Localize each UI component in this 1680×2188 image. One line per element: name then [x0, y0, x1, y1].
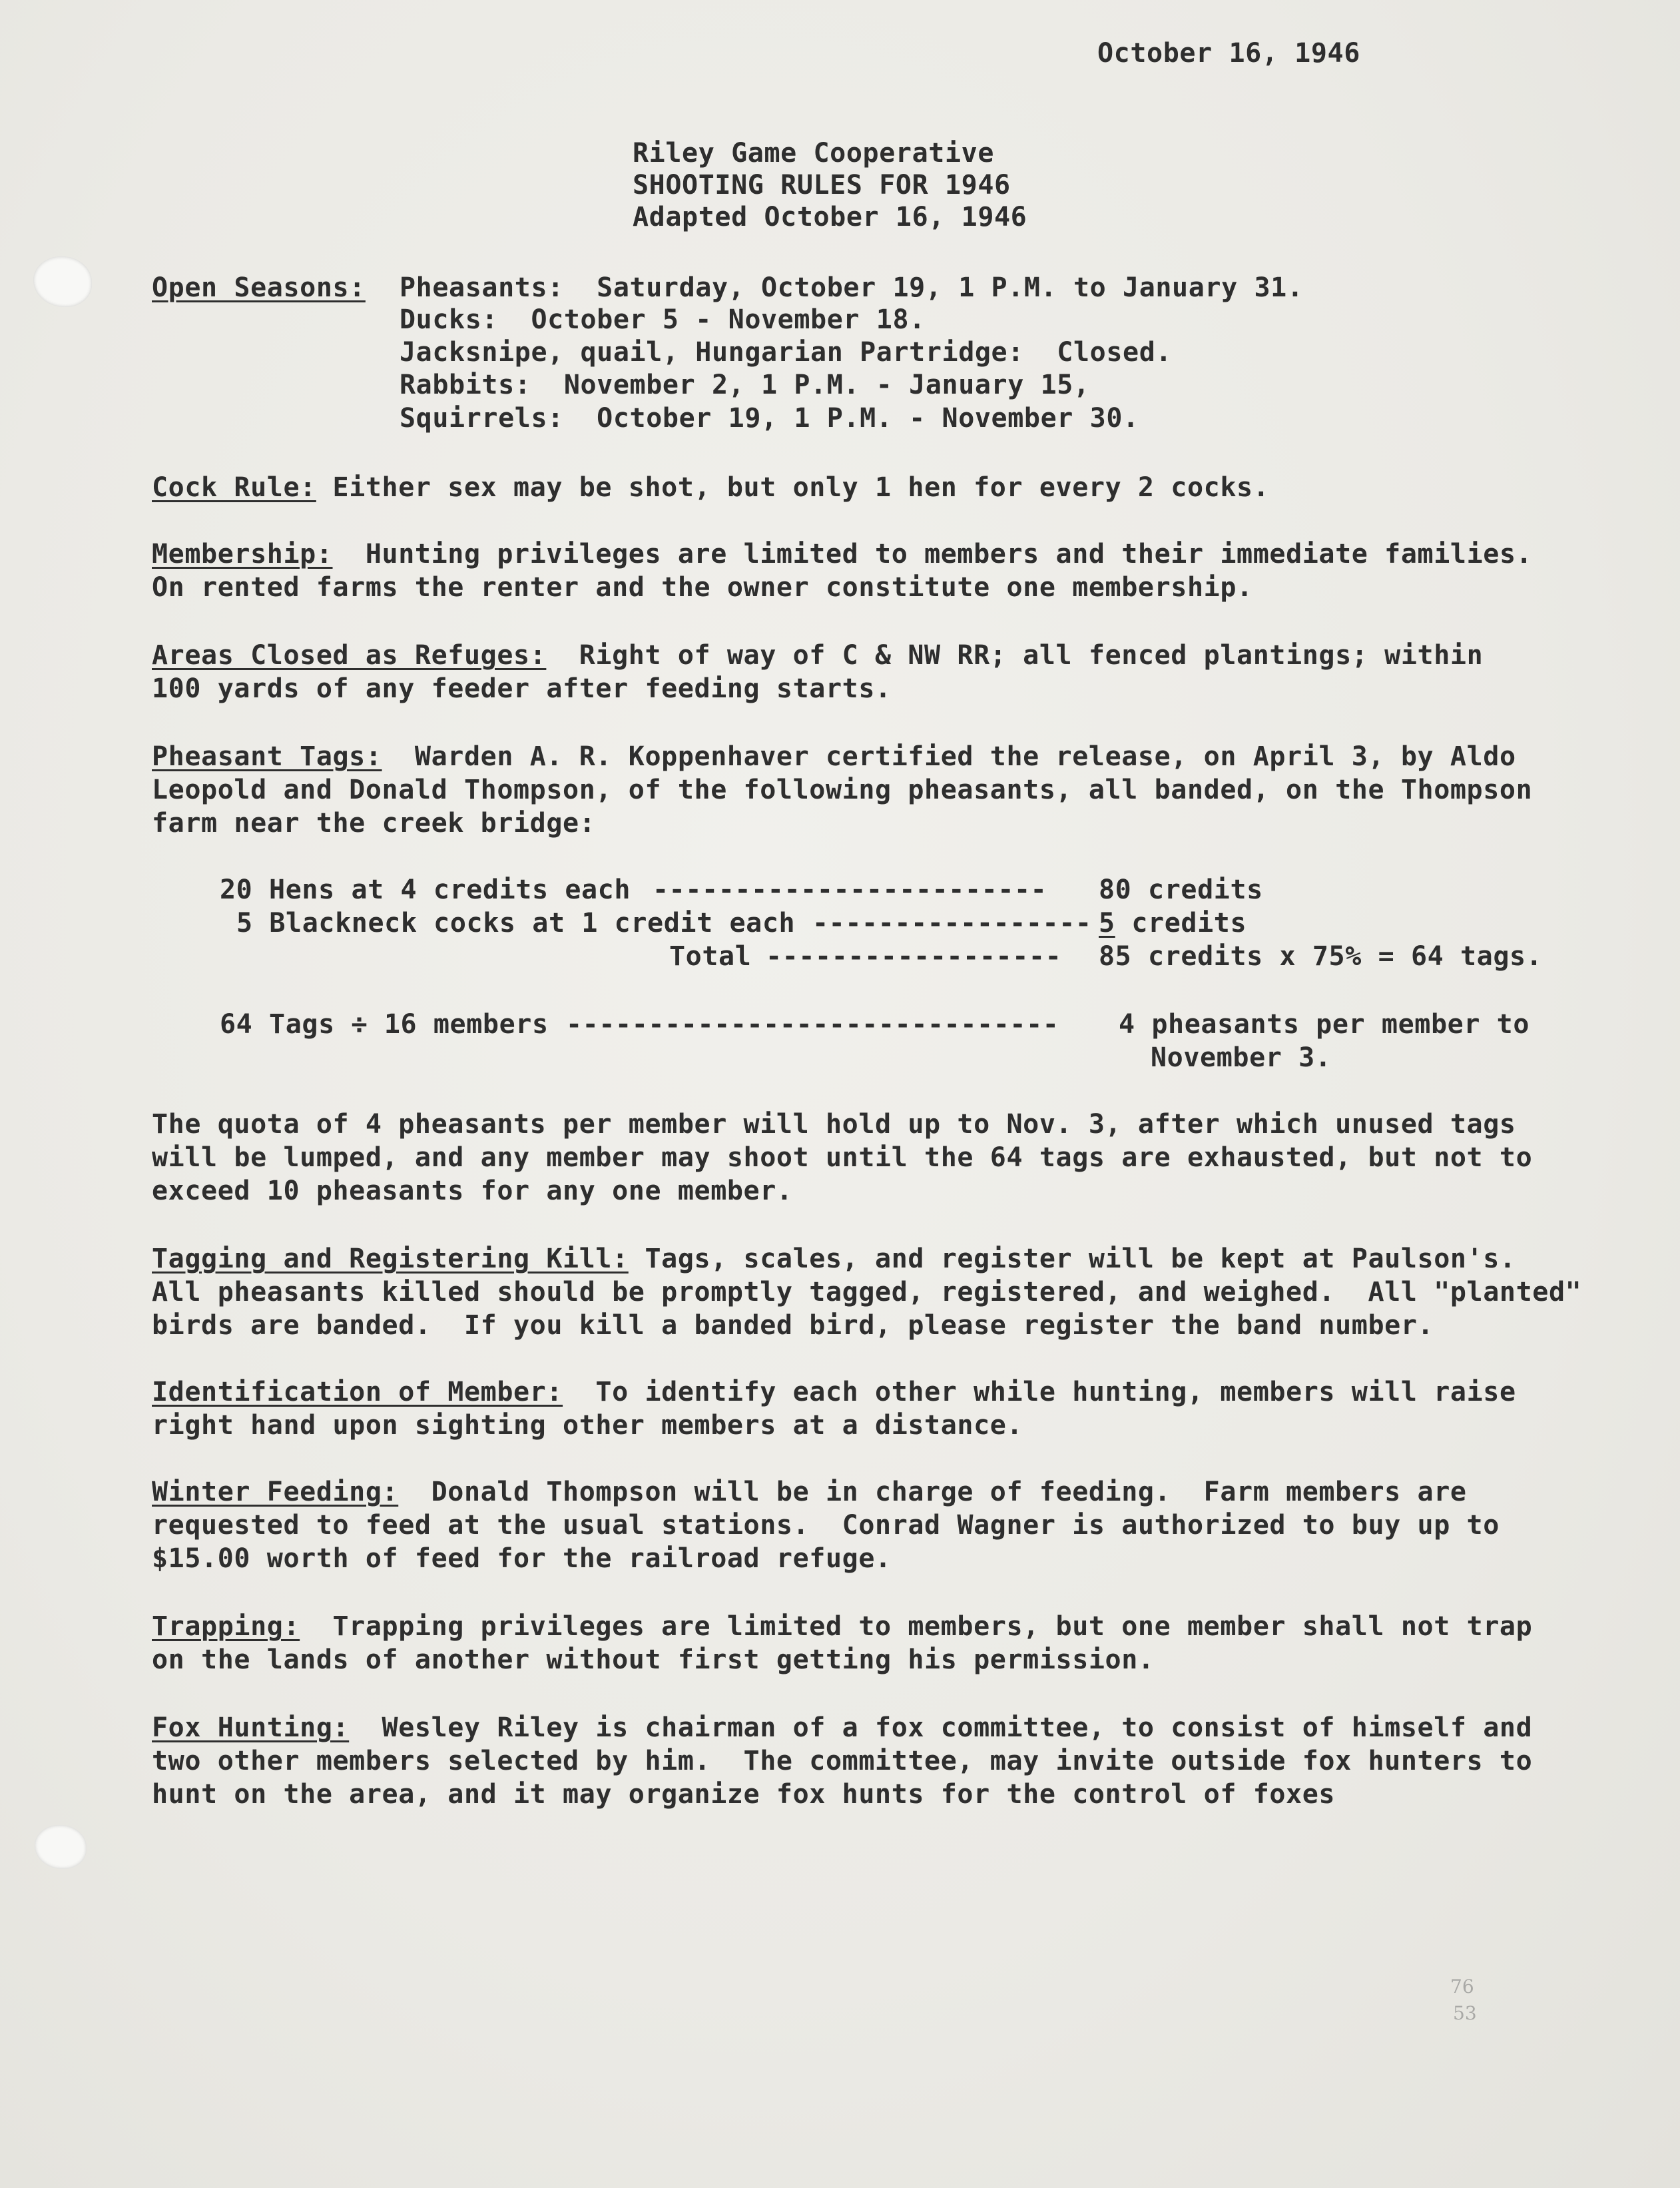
tagging-line-1: Tagging and Registering Kill: Tags, scales, and register will be kept at Paulson's. — [152, 1244, 1516, 1274]
tally-row-cocks-leader: ----------------- — [812, 908, 1092, 938]
fox-hunting-line-1: Fox Hunting: Wesley Riley is chairman of a fox committee, to consist of himself and — [152, 1712, 1533, 1743]
cock-rule-text: Either sex may be shot, but only 1 hen for every 2 cocks. — [316, 472, 1270, 503]
punch-hole-top — [33, 256, 92, 307]
tally-row-tags-label: 64 Tags ÷ 16 members — [220, 1009, 549, 1040]
quota-line-2: will be lumped, and any member may shoot until the 64 tags are exhausted, but not to — [152, 1142, 1533, 1173]
pheasant-tags-line-2: Leopold and Donald Thompson, of the following pheasants, all banded, on the Thompson — [152, 775, 1533, 805]
winter-feeding-line-1: Winter Feeding: Donald Thompson will be in charge of feeding. Farm members are — [152, 1477, 1467, 1507]
winter-feeding-line-3: $15.00 worth of feed for the railroad refuge. — [152, 1543, 892, 1574]
fox-hunting-line-2: two other members selected by him. The committee, may invite outside fox hunters to — [152, 1746, 1533, 1776]
tally-row-cocks-value: 5 credits — [1099, 908, 1247, 938]
tally-row-total-label: Total — [669, 941, 752, 972]
membership-line-2: On rented farms the renter and the owner constitute one membership. — [152, 572, 1253, 603]
identification-heading: Identification of Member: — [152, 1377, 563, 1407]
quota-line-1: The quota of 4 pheasants per member will hold up to Nov. 3, after which unused tags — [152, 1109, 1516, 1140]
tally-row-tags-value-2: November 3. — [1151, 1042, 1332, 1073]
document-date: October 16, 1946 — [1097, 38, 1360, 69]
identification-line-1: Identification of Member: To identify each other while hunting, members will raise — [152, 1377, 1516, 1407]
season-pheasants: Pheasants: Saturday, October 19, 1 P.M. to January 31. — [400, 272, 1304, 303]
pheasant-tags-heading: Pheasant Tags: — [152, 741, 382, 772]
punch-hole-bottom — [35, 1825, 87, 1869]
tagging-line-2: All pheasants killed should be promptly tagged, registered, and weighed. All "planted" — [152, 1277, 1582, 1307]
areas-closed-line-2: 100 yards of any feeder after feeding starts. — [152, 673, 892, 704]
cock-rule-heading: Cock Rule: — [152, 472, 316, 503]
tally-row-cocks-label: 5 Blackneck cocks at 1 credit each — [236, 908, 796, 938]
trapping-line-1: Trapping: Trapping privileges are limited to members, but one member shall not trap — [152, 1611, 1533, 1642]
title-line-2: SHOOTING RULES FOR 1946 — [633, 170, 1011, 200]
pencil-note-2: 53 — [1453, 2002, 1477, 2024]
pheasant-tags-line-1: Pheasant Tags: Warden A. R. Koppenhaver certified the release, on April 3, by Aldo — [152, 741, 1516, 772]
membership-heading: Membership: — [152, 539, 333, 569]
cock-rule-paragraph — [152, 470, 1269, 505]
identification-line-2: right hand upon sighting other members at a distance. — [152, 1410, 1023, 1441]
trapping-line-2: on the lands of another without first getting his permission. — [152, 1644, 1155, 1675]
title-line-3: Adapted October 16, 1946 — [633, 202, 1027, 232]
season-closed-birds: Jacksnipe, quail, Hungarian Partridge: Closed. — [400, 337, 1173, 368]
tally-row-tags-leader: ------------------------------ — [566, 1009, 1059, 1040]
tally-row-hens-label: 20 Hens at 4 credits each — [220, 875, 631, 905]
fox-hunting-line-3: hunt on the area, and it may organize fox hunts for the control of foxes — [152, 1779, 1336, 1810]
tally-row-total-value: 85 credits x 75% = 64 tags. — [1099, 941, 1543, 972]
winter-feeding-line-2: requested to feed at the usual stations. Conrad Wagner is authorized to buy up to — [152, 1510, 1500, 1541]
season-rabbits: Rabbits: November 2, 1 P.M. - January 15, — [400, 370, 1090, 400]
trapping-heading: Trapping: — [152, 1611, 300, 1642]
tagging-heading: Tagging and Registering Kill: — [152, 1244, 629, 1274]
pencil-note-1: 76 — [1450, 1976, 1474, 1998]
tally-row-hens-leader: ------------------------ — [653, 875, 1047, 905]
season-squirrels: Squirrels: October 19, 1 P.M. - November 30. — [400, 403, 1139, 434]
membership-line-1: Membership: Hunting privileges are limited to members and their immediate families. — [152, 539, 1533, 569]
tally-row-tags-value-1: 4 pheasants per member to — [1119, 1009, 1530, 1040]
pheasant-tags-line-3: farm near the creek bridge: — [152, 808, 596, 839]
winter-feeding-heading: Winter Feeding: — [152, 1477, 399, 1507]
tally-row-hens-value: 80 credits — [1099, 875, 1263, 905]
season-ducks: Ducks: October 5 - November 18. — [400, 304, 926, 335]
tally-row-total-leader: ------------------ — [766, 941, 1062, 972]
tagging-line-3: birds are banded. If you kill a banded bird, please register the band number. — [152, 1310, 1434, 1341]
areas-closed-heading: Areas Closed as Refuges: — [152, 640, 547, 671]
open-seasons-heading: Open Seasons: — [152, 272, 366, 303]
title-line-1: Riley Game Cooperative — [633, 138, 995, 169]
fox-hunting-heading: Fox Hunting: — [152, 1712, 350, 1743]
areas-closed-line-1: Areas Closed as Refuges: Right of way of C & NW RR; all fenced plantings; within — [152, 640, 1484, 671]
quota-line-3: exceed 10 pheasants for any one member. — [152, 1176, 793, 1206]
